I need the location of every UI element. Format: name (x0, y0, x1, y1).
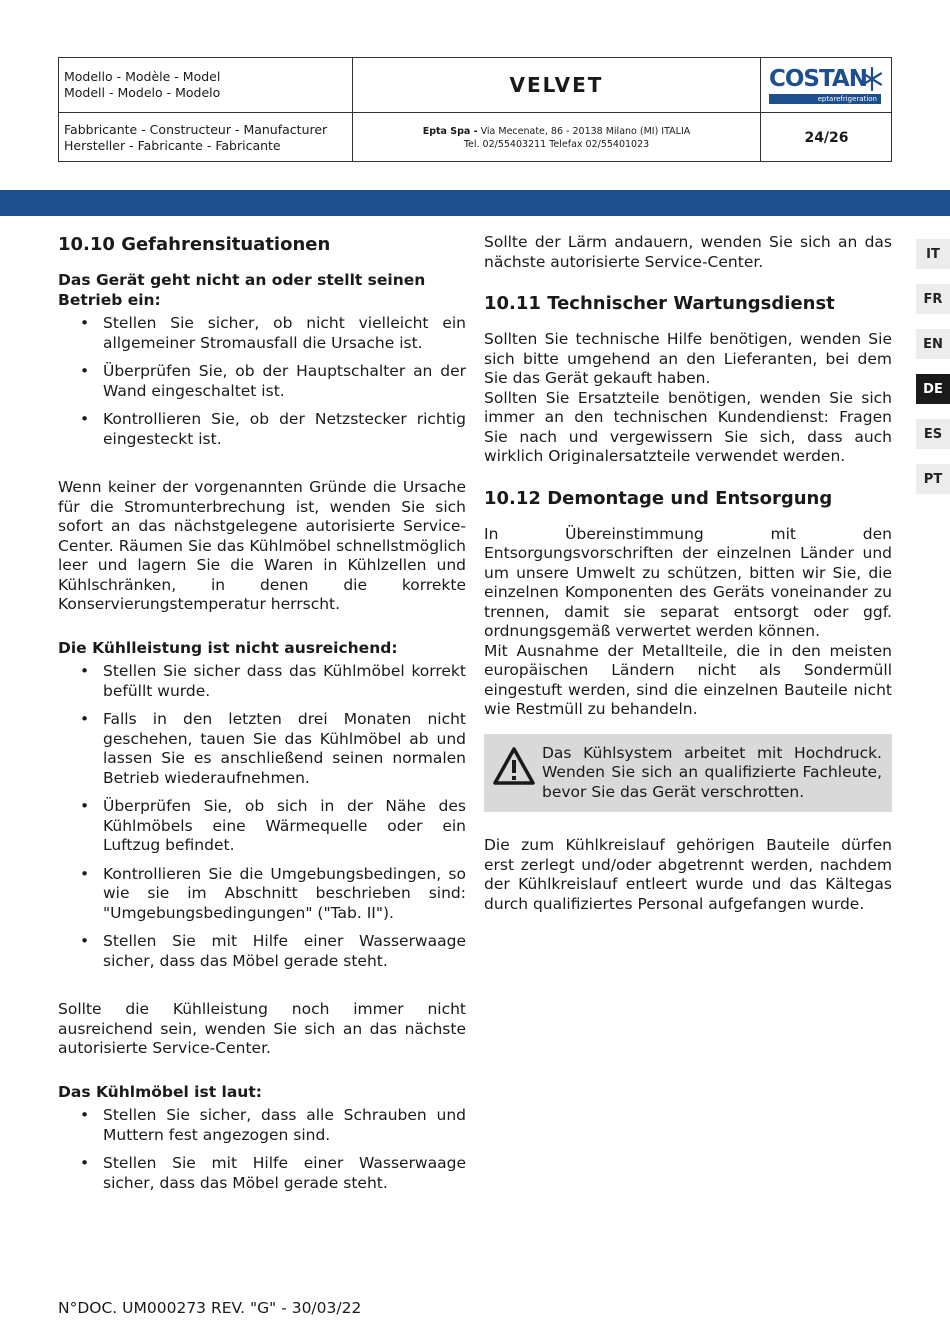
warning-icon (492, 746, 536, 786)
model-value: VELVET (353, 58, 761, 113)
model-label-line-1: Modello - Modèle - Model (64, 69, 221, 84)
logo-wordmark: COSTAN (769, 66, 867, 92)
lang-tab-pt[interactable]: PT (916, 464, 950, 494)
paragraph-noise-service: Sollte der Lärm andauern, wenden Sie sich an das nächste autorisierte Service-Center. (484, 233, 892, 271)
lang-tab-es[interactable]: ES (916, 419, 950, 449)
page-number: 24/26 (804, 129, 849, 146)
paragraph-metal-parts: Mit Ausnahme der Metallteile, die in den meisten europäischen Ländern nicht als Sondermüll eingestuft werden, sind die einzelnen Bauteile nicht wie Restmüll zu behandeln. (484, 641, 892, 718)
lang-tab-en[interactable]: EN (916, 329, 950, 359)
document-header (58, 57, 892, 162)
checklist-cooling (58, 662, 466, 971)
warning-text: Das Kühlsystem arbeitet mit Hochdruck. Wenden Sie sich an qualifizierte Fachleute, bevor Sie das Gerät verschrotten. (542, 743, 882, 801)
list-item: • Überprüfen Sie, ob der Hauptschalter an der Wand eingeschaltet ist. (58, 362, 466, 401)
company-logo (761, 58, 892, 113)
manufacturer-info (353, 113, 761, 162)
paragraph-spare-parts: Sollten Sie Ersatzteile benötigen, wenden Sie sich immer an den technischen Kundendienst: Fragen Sie nach und vergewissern Sie sich, dass auch wirklich Originalersatzteile verwendet werden. (484, 388, 892, 465)
right-column (484, 233, 892, 914)
list-item: • Kontrollieren Sie die Umgebungsbedingen, so wie sie im Abschnitt beschrieben sind: "Umgebungsbedingungen" ("Tab. II"). (58, 865, 466, 924)
checklist-not-starting (58, 314, 466, 449)
model-label-line-2: Modell - Modelo - Modelo (64, 85, 221, 100)
manufacturer-company: Epta Spa - (422, 125, 478, 137)
list-item: • Stellen Sie mit Hilfe einer Wasserwaage sicher, dass das Möbel gerade steht. (58, 932, 466, 971)
manufacturer-address: Via Mecenate, 86 - 20138 Milano (MI) ITALIA (477, 125, 691, 137)
list-item: • Stellen Sie sicher dass das Kühlmöbel korrekt befüllt wurde. (58, 662, 466, 701)
list-item: • Stellen Sie mit Hilfe einer Wasserwaage sicher, dass das Möbel gerade steht. (58, 1154, 466, 1193)
model-label-cell (59, 58, 353, 113)
list-item: • Kontrollieren Sie, ob der Netzstecker richtig eingesteckt ist. (58, 410, 466, 449)
checklist-noisy (58, 1106, 466, 1193)
subheading-cooling-insufficient: Die Kühlleistung ist nicht ausreichend: (58, 638, 398, 657)
manufacturer-contact: Tel. 02/55403211 Telefax 02/55401023 (463, 138, 650, 150)
warning-box (484, 734, 892, 813)
manufacturer-label-line-1: Fabbricante - Constructeur - Manufacturer (64, 122, 328, 137)
section-title-1010: 10.10 Gefahrensituationen (58, 234, 331, 255)
section-title-1012: 10.12 Demontage und Entsorgung (484, 487, 833, 509)
paragraph-power-failure: Wenn keiner der vorgenannten Gründe die Ursache für die Stromunterbrechung ist, wenden Sie sich sofort an das nächstgelegene autorisierte Service-Center. Räumen Sie das Kühlmöbel schnellstmöglich leer und lagern Sie die Waren in Kühlzellen und Kühlschränken, in denen die korrekte Konservierungstemperatur herrscht. (58, 478, 466, 613)
paragraph-refrigerant: Die zum Kühlkreislauf gehörigen Bauteile dürfen erst zerlegt und/oder abgetrennt werden, nachdem der Kühlkreislauf entleert wurde und das Kältegas durch qualifiziertes Personal aufgefangen wurde. (484, 836, 892, 913)
section-title-1011: 10.11 Technischer Wartungsdienst (484, 293, 835, 314)
snowflake-icon (861, 66, 883, 92)
list-item: • Überprüfen Sie, ob sich in der Nähe des Kühlmöbels eine Wärmequelle oder ein Luftzug befindet. (58, 797, 466, 856)
list-item: • Stellen Sie sicher, dass alle Schrauben und Muttern fest angezogen sind. (58, 1106, 466, 1145)
lang-tab-it[interactable]: IT (916, 239, 950, 269)
list-item: • Stellen Sie sicher, ob nicht vielleicht ein allgemeiner Stromausfall die Ursache ist. (58, 314, 466, 353)
manufacturer-label-line-2: Hersteller - Fabricante - Fabricante (64, 138, 281, 153)
header-band (0, 190, 950, 216)
list-item: • Falls in den letzten drei Monaten nicht geschehen, tauen Sie das Kühlmöbel ab und lassen Sie es anschließend seinen normalen Betrieb wiederaufnehmen. (58, 710, 466, 788)
manufacturer-address-line (423, 125, 691, 138)
document-number: N°DOC. UM000273 REV. "G" - 30/03/22 (58, 1299, 362, 1317)
paragraph-disposal: In Übereinstimmung mit den Entsorgungsvorschriften der einzelnen Länder und um unsere Umwelt zu schützen, bitten wir Sie, die einzelnen Komponenten des Geräts voneinander zu trennen, damit sie separat entsorgt oder ggf. ordnungsgemäß verwertet werden können. (484, 524, 892, 640)
paragraph-cooling-service: Sollte die Kühlleistung noch immer nicht ausreichend sein, wenden Sie sich an das nächste autorisierte Service-Center. (58, 1000, 466, 1057)
subheading-not-starting: Das Gerät geht nicht an oder stellt seinen Betrieb ein: (58, 271, 426, 309)
paragraph-technical-help: Sollten Sie technische Hilfe benötigen, wenden Sie sich bitte umgehend an den Lieferanten, bei dem Sie das Gerät gekauft haben. (484, 330, 892, 387)
lang-tab-de[interactable]: DE (916, 374, 950, 404)
subheading-noisy: Das Kühlmöbel ist laut: (58, 1082, 262, 1101)
lang-tab-fr[interactable]: FR (916, 284, 950, 314)
logo-subtext: eptarefrigeration (769, 94, 881, 104)
manufacturer-label-cell (59, 113, 353, 162)
left-column (58, 233, 466, 1202)
